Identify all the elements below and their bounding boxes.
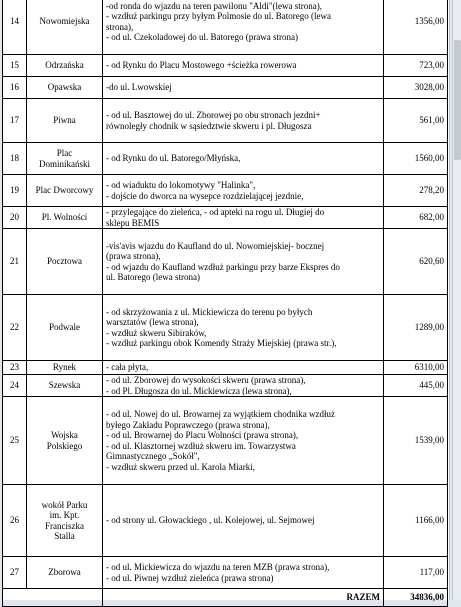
description-line: - od skrzyżowania z ul. Mickiewicza do terenu po byłych xyxy=(106,306,313,317)
description-line: warsztatów (lewa strona), xyxy=(106,317,199,327)
table-row xyxy=(3,375,448,397)
street-name-line: Odrzańska xyxy=(45,60,84,71)
street-name xyxy=(27,55,103,77)
description-line: - od Rynku do ul. Batorego/Młyńska, xyxy=(106,153,241,164)
area-description xyxy=(103,295,384,361)
description-line: - od ul. Nowej do ul. Browarnej za wyjątkiem chodnika wzdłuż xyxy=(106,409,335,419)
table-row xyxy=(3,207,448,229)
description-line: równoległy chodnik w sąsiedztwie skweru i pl. Długosza xyxy=(106,120,312,131)
empty-cell xyxy=(3,589,103,607)
description-line: - od ul. Mickiewicza do wjazdu na teren MZB (prawa strona), xyxy=(106,562,330,572)
description-line: -vis'avis wjazdu do Kaufland do ul. Nowomiejskiej- bocznej xyxy=(106,240,325,251)
area-description xyxy=(103,55,384,77)
area-amount: 620,60 xyxy=(384,229,448,295)
street-name xyxy=(27,99,103,143)
area-amount: 3028,00 xyxy=(384,77,448,99)
description-line: - wzdłuż parkingu obok Komendy Straży Miejskiej (prawa str.), xyxy=(106,338,337,348)
street-name xyxy=(27,207,103,229)
street-name-line: Rynek xyxy=(52,362,77,373)
row-number: 14 xyxy=(3,0,27,55)
description-line: - wzdłuż skweru przed ul. Karola Miarki, xyxy=(106,461,255,472)
area-description xyxy=(103,99,384,143)
street-name-line: wokół Parku xyxy=(41,499,88,510)
description-line: - wzdłuż parkingu przy byłym Polmosie do ul. Batorego (lewa xyxy=(106,11,331,21)
street-name-line: Pl. Wolności xyxy=(41,212,88,223)
area-description xyxy=(103,557,384,589)
description-line: - cała płyta, xyxy=(106,362,149,373)
row-number: 24 xyxy=(3,375,27,397)
street-name-line: Stalla xyxy=(54,531,75,541)
street-name xyxy=(27,295,103,361)
description-line: - przylegające do zieleńca, - od apteki na rogu ul. Długiej do xyxy=(106,207,325,217)
description-line: (prawa strona), xyxy=(106,251,161,261)
table-row xyxy=(3,485,448,557)
row-number: 22 xyxy=(3,295,27,361)
street-name-line: Dominikański xyxy=(39,158,90,169)
table-row xyxy=(3,557,448,589)
area-amount: 561,00 xyxy=(384,99,448,143)
description-line: byłego Zakładu Poprawczego (prawa strona), xyxy=(106,419,270,430)
area-description xyxy=(103,143,384,175)
area-amount: 278,20 xyxy=(384,175,448,207)
row-number: 23 xyxy=(3,361,27,375)
row-number: 17 xyxy=(3,99,27,143)
street-name-line: Wojska xyxy=(51,430,78,440)
description-line: - od ul. Browarnej do Placu Wolności (prawa strona), xyxy=(106,430,299,440)
row-number: 21 xyxy=(3,229,27,295)
total-label: RAZEM xyxy=(103,589,384,607)
description-line: - od Rynku do Placu Mostowego +ścieżka rowerowa xyxy=(106,60,297,71)
area-description xyxy=(103,77,384,99)
street-name-line: Plac Dworcowy xyxy=(35,185,94,196)
street-name-line: Nowomiejska xyxy=(39,16,90,27)
street-name-line: Franciszka xyxy=(45,520,84,531)
area-description xyxy=(103,397,384,485)
street-name xyxy=(27,229,103,295)
description-line: -od ronda do wjazdu na teren pawilonu "Aldi"(lewa strona), xyxy=(106,0,323,11)
description-line: - od ul. Czekoladowej do ul. Batorego (prawa strona) xyxy=(106,32,298,42)
table-row xyxy=(3,77,448,99)
street-name xyxy=(27,485,103,557)
street-name-line: Podwale xyxy=(49,322,80,333)
table-row xyxy=(3,361,448,375)
street-name-line: Zborowa xyxy=(48,567,81,578)
description-line: Gimnastycznego „Sokół", xyxy=(106,451,200,461)
row-number: 26 xyxy=(3,485,27,557)
description-line: - od ul. Klasztornej wzdłuż skweru im. Towarzystwa xyxy=(106,440,296,451)
table-row xyxy=(3,143,448,175)
area-description xyxy=(103,207,384,229)
street-name xyxy=(27,375,103,397)
description-line: - od wiaduktu do lokomotywy "Halinka", xyxy=(106,180,256,190)
street-name-line: im. Kpt. xyxy=(49,510,80,520)
area-amount: 1356,00 xyxy=(384,0,448,55)
area-amount: 1560,00 xyxy=(384,143,448,175)
description-line: - od ul. Zborowej do wysokości skweru (prawa strona), xyxy=(106,375,306,385)
area-amount: 1539,00 xyxy=(384,397,448,485)
street-name xyxy=(27,175,103,207)
description-line: ul. Batorego (lewa strona) xyxy=(106,272,200,282)
area-description xyxy=(103,0,384,55)
row-number: 27 xyxy=(3,557,27,589)
description-line: - wzdłuż skweru Sibiraków, xyxy=(106,327,207,338)
street-name-line: Polskiego xyxy=(46,440,83,451)
table-row xyxy=(3,175,448,207)
street-name xyxy=(27,397,103,485)
row-number: 25 xyxy=(3,397,27,485)
street-name-line: Opawska xyxy=(47,82,82,93)
area-description xyxy=(103,229,384,295)
area-amount: 682,00 xyxy=(384,207,448,229)
street-name-line: Plac xyxy=(56,148,73,158)
table-row xyxy=(3,397,448,485)
row-number: 19 xyxy=(3,175,27,207)
description-line: - od ul. Basztowej do ul. Zborowej po obu stronach jezdni+ xyxy=(106,110,321,120)
street-name xyxy=(27,77,103,99)
row-number: 20 xyxy=(3,207,27,229)
street-name xyxy=(27,361,103,375)
street-cleaning-table xyxy=(2,0,448,607)
description-line: -do ul. Lwowskiej xyxy=(106,82,172,93)
street-name-line: Szewska xyxy=(48,380,81,391)
description-line: sklepu BEMIS xyxy=(106,217,160,228)
table-row xyxy=(3,55,448,77)
description-line: - od ul. Piwnej wzdłuż zieleńca (prawa strona) xyxy=(106,572,274,583)
area-amount: 1289,00 xyxy=(384,295,448,361)
description-line: - dojście do dworca na wysepce rozdzielającej jezdnie, xyxy=(106,190,304,201)
area-description xyxy=(103,375,384,397)
row-number: 16 xyxy=(3,77,27,99)
row-number: 18 xyxy=(3,143,27,175)
description-line: - od Pl. Długosza do ul. Mickiewicza (lewa strona), xyxy=(106,385,292,396)
description-line: - od strony ul. Głowackiego , ul. Kolejowej, ul. Sejmowej xyxy=(106,515,315,526)
row-number: 15 xyxy=(3,55,27,77)
area-amount: 6310,00 xyxy=(384,361,448,375)
total-row xyxy=(3,589,448,607)
street-name xyxy=(27,143,103,175)
street-name xyxy=(27,557,103,589)
scrollbar-thumb[interactable] xyxy=(454,40,461,160)
area-amount: 445,00 xyxy=(384,375,448,397)
street-name-line: Pocztowa xyxy=(47,256,82,267)
area-amount: 1166,00 xyxy=(384,485,448,557)
description-line: strona), xyxy=(106,21,134,32)
area-description xyxy=(103,361,384,375)
street-name-line: Piwna xyxy=(53,115,76,126)
document-page xyxy=(2,0,450,603)
table-row xyxy=(3,229,448,295)
street-name xyxy=(27,0,103,55)
area-amount: 723,00 xyxy=(384,55,448,77)
total-amount: 34836,00 xyxy=(384,589,448,607)
table-row xyxy=(3,295,448,361)
area-amount: 117,00 xyxy=(384,557,448,589)
area-description xyxy=(103,175,384,207)
area-description xyxy=(103,485,384,557)
description-line: - od wjazdu do Kaufland wzdłuż parkingu przy barze Ekspres do xyxy=(106,261,340,272)
vertical-scrollbar[interactable] xyxy=(452,0,461,600)
table-row xyxy=(3,0,448,55)
table-row xyxy=(3,99,448,143)
